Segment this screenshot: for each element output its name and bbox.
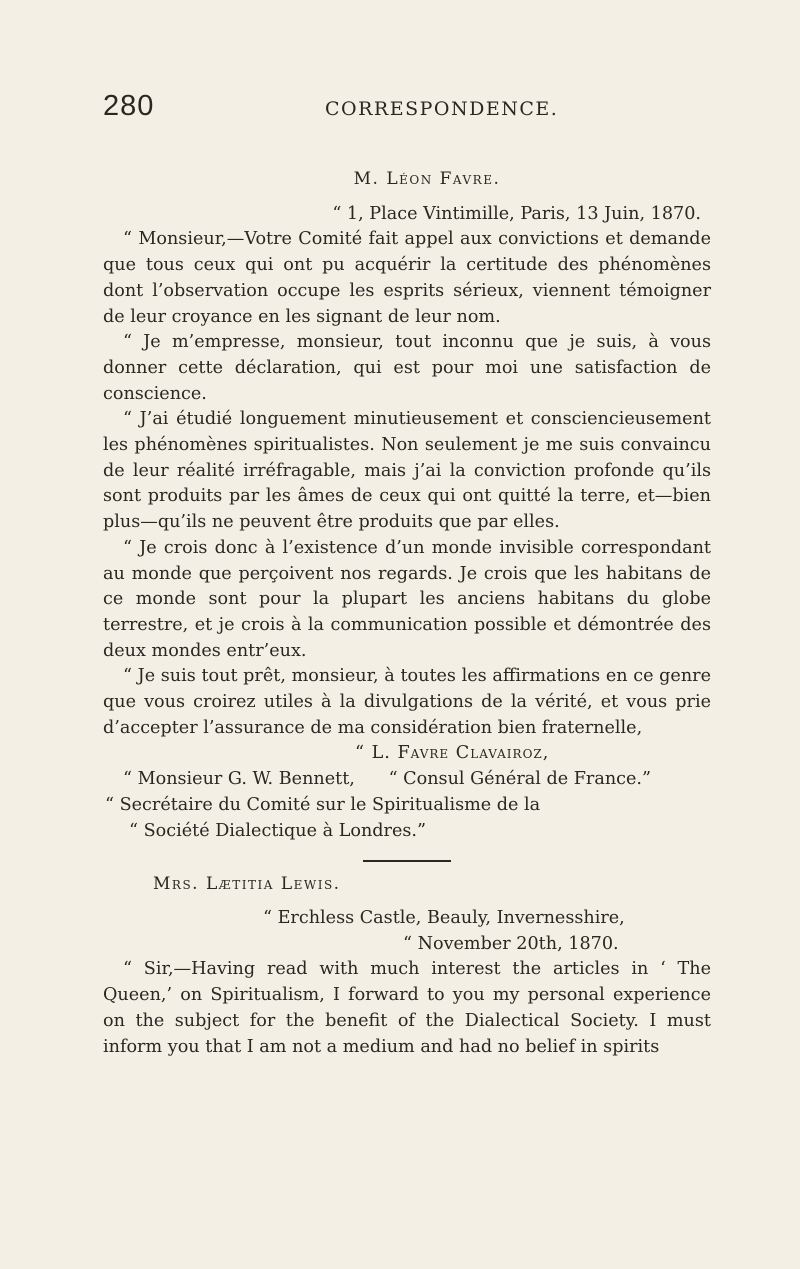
letter-lewis-date: “ November 20th, 1870. <box>403 933 619 954</box>
signature: “ L. Favre Clavairoz, <box>355 743 550 764</box>
paragraph: “ Sir,—Having read with much interest the articles in ‘ The Queen,’ on Spiritualism, I forward to you my personal experience on the subject for the benefit of the Dialectical Society. I must inform you that I am not a medium and had no belief in spirits <box>103 959 711 1057</box>
paragraph: “ Je m’empresse, monsieur, tout inconnu que je suis, à vous donner cette déclaration, qui est pour moi une satisfaction de conscience. <box>103 332 711 404</box>
paragraph: “ Monsieur,—Votre Comité fait appel aux convictions et demande que tous ceux qui ont pu acquérir la certitude des phénomènes dont l’observation occupe les esprits sérieux, viennent témoigner de leur croyance en les signant de leur nom. <box>103 229 711 327</box>
recipient-name: “ Monsieur G. W. Bennett, <box>123 769 355 790</box>
letter-favre <box>103 167 711 1060</box>
signature-row <box>103 767 711 793</box>
page-number: 280 <box>103 90 155 122</box>
section-divider <box>363 860 451 862</box>
letter-favre-address: “ 1, Place Vintimille, Paris, 13 Juin, 1870. <box>332 203 701 224</box>
page-header <box>103 90 703 130</box>
letter-favre-title: M. Léon Favre. <box>353 169 501 189</box>
paragraph: “ J’ai étudié longuement minutieusement et consciencieusement les phénomènes spiritualistes. Non seulement je me suis convaincu de leur réalité irréfragable, mais j’ai la conviction profonde qu’ils sont produits par les âmes de ceux qui ont quitté la terre, et—bien plus—qu’ils ne peuvent être produits que par elles. <box>103 409 711 533</box>
recipient-line: “ Secrétaire du Comité sur le Spiritualisme de la <box>105 794 541 815</box>
letter-lewis-title: Mrs. Lætitia Lewis. <box>153 874 341 895</box>
letter-lewis-address: “ Erchless Castle, Beauly, Invernesshire, <box>263 907 625 928</box>
recipient-line: “ Société Dialectique à Londres.” <box>129 820 426 841</box>
paragraph: “ Je suis tout prêt, monsieur, à toutes les affirmations en ce genre que vous croirez utiles à la divulgations de la vérité, et vous prie d’accepter l’assurance de ma considération bien fraternelle, <box>103 666 711 738</box>
signer-title: “ Consul Général de France.” <box>388 769 651 790</box>
running-head: CORRESPONDENCE. <box>325 98 559 120</box>
paragraph: “ Je crois donc à l’existence d’un monde invisible correspondant au monde que perçoivent nos regards. Je crois que les habitans de ce monde sont pour la plupart les anciens habitans du globe terrestre, et je crois à la communication possible et démontrée des deux mondes entr’eux. <box>103 537 711 661</box>
